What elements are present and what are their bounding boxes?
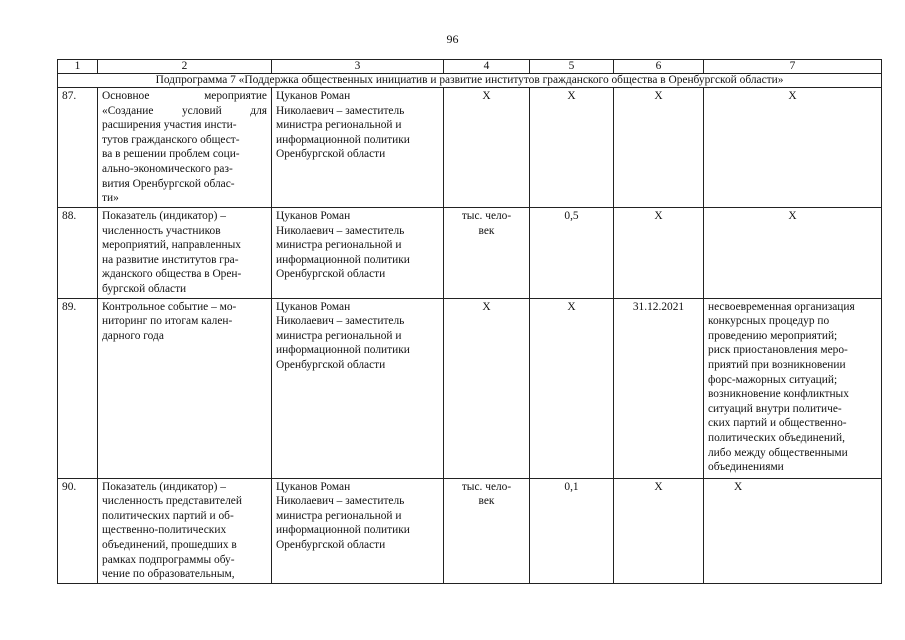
- table-row: [58, 208, 882, 299]
- measure-name: Показатель (индикатор) – численность участников мероприятий, направленных на развитие институтов гра- жданского общества в Орен- бургской области: [98, 208, 272, 299]
- row-number: 87.: [58, 88, 98, 208]
- subprogram-row: [58, 74, 882, 88]
- responsible-person: Цуканов Роман Николаевич – заместитель министра региональной и информационной политики Оренбургской области: [272, 208, 444, 299]
- column-header: 3: [272, 60, 444, 74]
- column-header: 2: [98, 60, 272, 74]
- plan-table: [57, 59, 882, 584]
- value: Х: [530, 88, 614, 208]
- unit: Х: [444, 88, 530, 208]
- measure-name: Основное мероприятие «Создание условий для расширения участия инсти- тутов гражданского общест- ва в решении проблем соци- ально-экономического раз- вития Оренбургской облас- ти»: [98, 88, 272, 208]
- value: Х: [530, 298, 614, 478]
- responsible-person: Цуканов Роман Николаевич – заместитель министра региональной и информационной политики Оренбургской области: [272, 88, 444, 208]
- responsible-person: Цуканов Роман Николаевич – заместитель министра региональной и информационной политики Оренбургской области: [272, 478, 444, 583]
- risk: Х: [704, 208, 882, 299]
- column-header: 7: [704, 60, 882, 74]
- measure-name: Контрольное событие – мо- ниторинг по итогам кален- дарного года: [98, 298, 272, 478]
- row-number: 89.: [58, 298, 98, 478]
- responsible-person: Цуканов Роман Николаевич – заместитель министра региональной и информационной политики Оренбургской области: [272, 298, 444, 478]
- table-row: [58, 88, 882, 208]
- date: Х: [614, 478, 704, 583]
- column-header: 4: [444, 60, 530, 74]
- row-number: 88.: [58, 208, 98, 299]
- unit: тыс. чело- век: [444, 208, 530, 299]
- unit: тыс. чело- век: [444, 478, 530, 583]
- row-number: 90.: [58, 478, 98, 583]
- date: Х: [614, 208, 704, 299]
- unit: Х: [444, 298, 530, 478]
- column-header: 6: [614, 60, 704, 74]
- value: 0,5: [530, 208, 614, 299]
- table-row: [58, 478, 882, 583]
- table-row: [58, 298, 882, 478]
- risk: Х: [704, 478, 882, 583]
- column-header-row: [58, 60, 882, 74]
- risk: несвоевременная организация конкурсных процедур по проведению мероприятий; риск приостановления мерo- приятий при возникновении форс-мажорных ситуаций; возникновение конфликтных ситуаций внутри политиче- ских партий и общественно- политических объединений, либо между общественными объединениями: [704, 298, 882, 478]
- risk: Х: [704, 88, 882, 208]
- measure-name: Показатель (индикатор) – численность представителей политических партий и об- щественно-политических объединений, прошедших в рамках подпрограммы обу- чение по образовательным,: [98, 478, 272, 583]
- value: 0,1: [530, 478, 614, 583]
- subprogram-title: Подпрограмма 7 «Поддержка общественных инициатив и развитие институтов гражданского общества в Оренбургской области»: [58, 74, 882, 88]
- date: Х: [614, 88, 704, 208]
- date: 31.12.2021: [614, 298, 704, 478]
- page-number: 96: [446, 32, 459, 46]
- column-header: 5: [530, 60, 614, 74]
- column-header: 1: [58, 60, 98, 74]
